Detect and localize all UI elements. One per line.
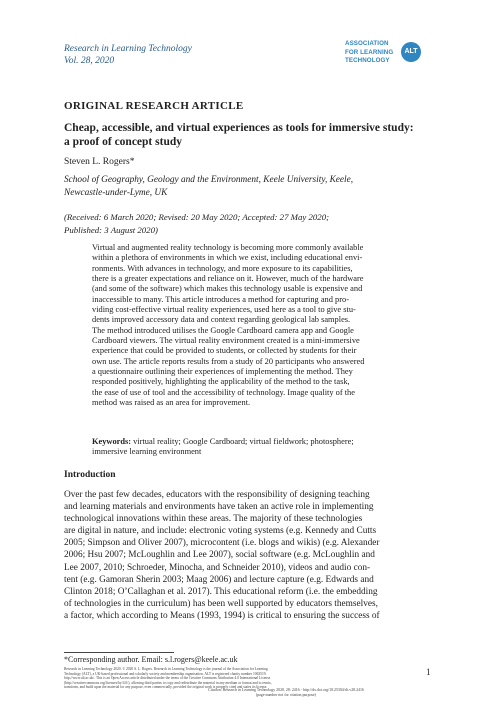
- body-line: 2005; Simpson and Oliver 2007), microcontent (i.e. blogs and wikis) (e.g. Alexander: [64, 538, 380, 549]
- logo-line-1: ASSOCIATION: [345, 40, 389, 47]
- affiliation: [64, 174, 444, 199]
- logo-line-3: TECHNOLOGY: [345, 57, 390, 65]
- abstract-line: responded positively, highlighting the applicability of the method to the task,: [92, 377, 350, 387]
- alt-logo: [345, 40, 435, 76]
- abstract-line: (and some of the software) which makes this technology usable is expensive and: [92, 284, 363, 294]
- section-heading-introduction: Introduction: [64, 470, 116, 480]
- body-line: 2006; Hsu 2007; McLoughlin and Lee 2007), social software (e.g. McLoughlin and: [64, 550, 375, 561]
- abstract-line: method was raised as an area for improvement.: [92, 398, 251, 408]
- license-line: (http://creativecommons.org/licenses/by/4.0/), allowing third parties to copy and redistribute the material in any medium or format and to remix,: [64, 680, 272, 685]
- abstract-line: Cardboard viewers. The virtual reality environment created is a mini-immersive: [92, 336, 360, 346]
- keywords-line-2: immersive learning environment: [92, 447, 202, 457]
- title-line-2: a proof of concept study: [64, 136, 182, 148]
- article-type: ORIGINAL RESEARCH ARTICLE: [64, 100, 244, 112]
- article-title: [64, 121, 444, 149]
- body-line: technological innovations within these areas. The majority of these technologies: [64, 514, 363, 525]
- keywords-label: Keywords:: [92, 437, 132, 446]
- journal-volume: Vol. 28, 2020: [64, 56, 115, 66]
- introduction-body: [64, 489, 438, 622]
- abstract-line: inaccessible to many. This article introduces a method for capturing and pro-: [92, 294, 349, 304]
- author-name: Steven L. Rogers*: [64, 157, 135, 167]
- journal-header: [64, 43, 192, 67]
- logo-badge-icon: ALT: [401, 42, 421, 62]
- affiliation-line-1: School of Geography, Geology and the Environment, Keele University, Keele,: [64, 175, 354, 185]
- citation-line-2: (page number not for citation purpose): [255, 693, 317, 697]
- body-line: of technologies in the curriculum) has been well supported by educators themselves,: [64, 598, 378, 609]
- abstract-line: there is a greater expectations and reliance on it. However, much of the hardware: [92, 274, 364, 284]
- footnote-divider: [64, 652, 174, 653]
- abstract: [92, 243, 437, 409]
- dates-line-1: (Received: 6 March 2020; Revised: 20 May 2020; Accepted: 27 May 2020;: [64, 212, 330, 222]
- license-line: transform, and build upon the material for any purpose, even commercially, provided the original work is properly cited and states its license.: [64, 685, 268, 690]
- abstract-line: own use. The article reports results from a study of 20 participants who answered: [92, 356, 365, 366]
- keywords-line-1: [92, 437, 437, 447]
- journal-name: Research in Learning Technology: [64, 44, 192, 54]
- logo-text: [345, 40, 401, 66]
- title-line-1: Cheap, accessible, and virtual experiences as tools for immersive study:: [64, 122, 414, 134]
- keywords-list: virtual reality; Google Cardboard; virtual fieldwork; photosphere;: [131, 437, 354, 446]
- keywords: [92, 437, 437, 458]
- logo-line-2: FOR LEARNING: [345, 48, 394, 56]
- citation: [136, 688, 436, 698]
- page-number: 1: [426, 667, 431, 677]
- abstract-line: a questionnaire outlining their experiences of implementing the method. They: [92, 367, 353, 377]
- abstract-line: dents improved accessory data and context regarding geological lab samples.: [92, 315, 351, 325]
- abstract-line: within a plethora of environments in which we exist, including educational envi-: [92, 253, 363, 263]
- abstract-line: the ease of use of tool and the accessibility of technology. Image quality of the: [92, 387, 355, 397]
- abstract-line: ronments. With advances in technology, and more exposure to its capabilities,: [92, 263, 353, 273]
- affiliation-line-2: Newcastle-under-Lyme, UK: [64, 187, 168, 198]
- abstract-line: viding cost-effective virtual reality experiences, used here as a tool to give stu-: [92, 305, 356, 315]
- body-line: and learning materials and environments have taken an active role in implementing: [64, 502, 374, 513]
- body-line: Clinton 2018; O’Callaghan et al. 2017). This educational reform (i.e. the embedding: [64, 586, 378, 597]
- publication-dates: [64, 211, 444, 236]
- body-line: a factor, which according to Means (1993, 1994) is critical to ensuring the success of: [64, 610, 380, 621]
- abstract-line: experience that could be provided to students, or collected by students for their: [92, 346, 357, 356]
- citation-line-1: Citation: Research in Learning Technology 2020, 28: 2416 - http://dx.doi.org/10.25304/rlt.v28.2416: [208, 688, 364, 692]
- corresponding-author: *Corresponding author. Email: s.l.rogers@keele.ac.uk: [64, 655, 238, 664]
- body-line: are digital in nature, and include: electronic voting systems (e.g. Kennedy and Cutts: [64, 526, 377, 537]
- abstract-line: Virtual and augmented reality technology is becoming more commonly available: [92, 243, 364, 252]
- body-line: Lee 2007, 2010; Schroeder, Minocha, and Schneider 2010), videos and audio con-: [64, 562, 371, 573]
- abstract-line: The method introduced utilises the Google Cardboard camera app and Google: [92, 325, 354, 335]
- license-line: Technology (ALT), a UK-based professional and scholarly society and membership organisation. ALT is registered charity number 1063519.: [64, 671, 267, 676]
- body-line: tent (e.g. Gamoran Sherin 2003; Maag 2006) and lecture capture (e.g. Edwards and: [64, 574, 374, 585]
- license-notice: [64, 667, 414, 690]
- license-line: Research in Learning Technology 2020. © 2020 S. L. Rogers. Research in Learning Technology is the journal of the Association for Learning: [64, 667, 268, 671]
- license-line: http://www.alt.ac.uk/. This is an Open Access article distributed under the terms of the Creative Commons Attribution 4.0 International License: [64, 676, 271, 681]
- dates-line-2: Published: 3 August 2020): [64, 224, 158, 235]
- body-line: Over the past few decades, educators with the responsibility of designing teaching: [64, 490, 370, 500]
